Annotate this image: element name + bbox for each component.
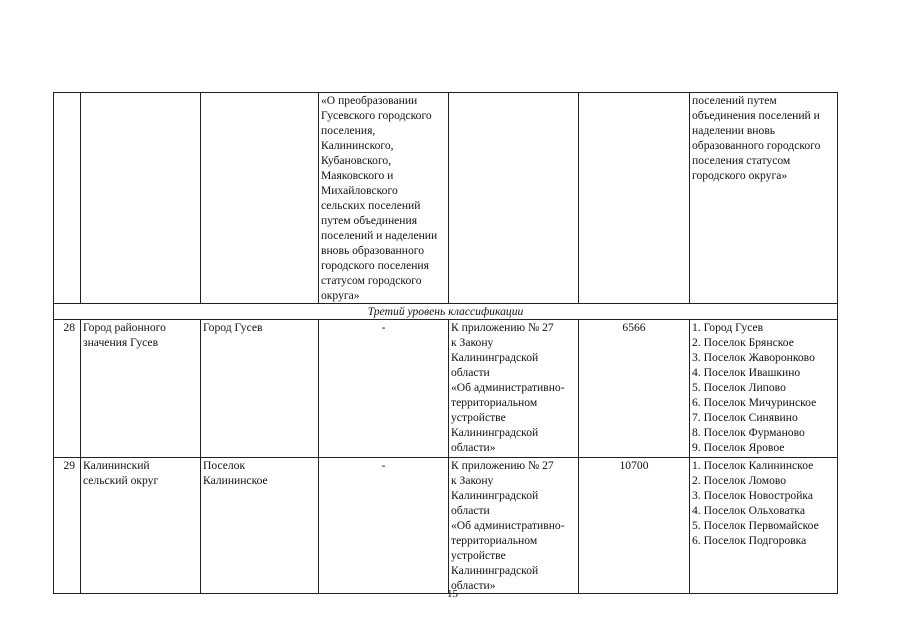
row-name [81,458,201,594]
text-line: территориальном [451,396,538,409]
text-line: Калининский [83,459,150,472]
text-line: поселения статусом [692,154,791,167]
text-line: объединения поселений и [692,109,820,122]
text-line: территориальном [451,534,538,547]
text-line: 6. Поселок Подгоровка [692,534,807,547]
cell-name [81,93,201,304]
text-line: 7. Поселок Синявино [692,411,798,424]
row-law [449,458,579,594]
row-dash: - [319,458,449,594]
text-line: Калининское [203,474,268,487]
text-line: 3. Поселок Жаворонково [692,351,815,364]
text-line: Калининского, [321,139,394,152]
text-line: «О преобразовании [321,94,418,107]
text-line: округа» [321,289,360,302]
text-line: области [451,504,490,517]
row-admin-center [201,320,319,458]
text-line: Калининградской [451,489,539,502]
text-line: Город районного [83,321,166,334]
page-number: 15 [447,588,458,600]
text-line: 2. Поселок Ломово [692,474,787,487]
text-line: статусом городского [321,274,422,287]
text-line: наделении вновь [692,124,776,137]
text-line: сельский округ [83,474,159,487]
text-line: устройстве [451,411,506,424]
text-line: Маяковского и [321,169,394,182]
text-line: 9. Поселок Яровое [692,441,785,454]
row-population: 10700 [579,458,690,594]
text-line: К приложению № 27 [451,459,554,472]
cell-law-reference [319,93,449,304]
table-row [54,320,838,458]
text-line: Гусевского городского [321,109,432,122]
row-settlements [690,320,838,458]
cell-num [54,93,81,304]
text-line: к Закону [451,336,494,349]
text-line: 6. Поселок Мичуринское [692,396,817,409]
text-line: 5. Поселок Липово [692,381,786,394]
text-line: сельских поселений [321,199,421,212]
text-line: Поселок [203,459,246,472]
text-line: «Об административно- [451,381,565,394]
text-line: 4. Поселок Ольховатка [692,504,806,517]
text-line: городского поселения [321,259,429,272]
table-row [54,458,838,594]
text-line: вновь образованного [321,244,425,257]
cell-law [449,93,579,304]
text-line: городского округа» [692,169,788,182]
text-line: Калининградской [451,351,539,364]
text-line: Калининградской [451,564,539,577]
text-line: области» [451,441,496,454]
classification-table [53,92,838,594]
level-heading: Третий уровень классификации [54,304,838,320]
text-line: «Об административно- [451,519,565,532]
text-line: поселений путем [692,94,777,107]
text-line: 2. Поселок Брянское [692,336,794,349]
text-line: устройстве [451,549,506,562]
text-line: поселений и наделении [321,229,438,242]
text-line: 5. Поселок Первомайское [692,519,819,532]
row-population: 6566 [579,320,690,458]
text-line: 1. Город Гусев [692,321,764,334]
row-law [449,320,579,458]
text-line: 4. Поселок Ивашкино [692,366,801,379]
text-line: Михайловского [321,184,398,197]
row-number: 28 [54,320,81,458]
level-heading-row [54,304,838,320]
text-line: поселения, [321,124,376,137]
text-line: 1. Поселок Калининское [692,459,814,472]
row-dash: - [319,320,449,458]
text-line: 8. Поселок Фурманово [692,426,805,439]
cell-center [201,93,319,304]
text-line: путем объединения [321,214,418,227]
row-number: 29 [54,458,81,594]
text-line: к Закону [451,474,494,487]
cell-law-tail [690,93,838,304]
row-settlements [690,458,838,594]
cell-population [579,93,690,304]
text-line: Калининградской [451,426,539,439]
text-line: Кубановского, [321,154,392,167]
text-line: области» [451,579,496,592]
text-line: значения Гусев [83,336,159,349]
text-line: К приложению № 27 [451,321,554,334]
continuation-row [54,93,838,304]
text-line: Город Гусев [203,321,263,334]
text-line: 3. Поселок Новостройка [692,489,814,502]
text-line: области [451,366,490,379]
row-name [81,320,201,458]
row-admin-center [201,458,319,594]
text-line: образованного городского [692,139,821,152]
